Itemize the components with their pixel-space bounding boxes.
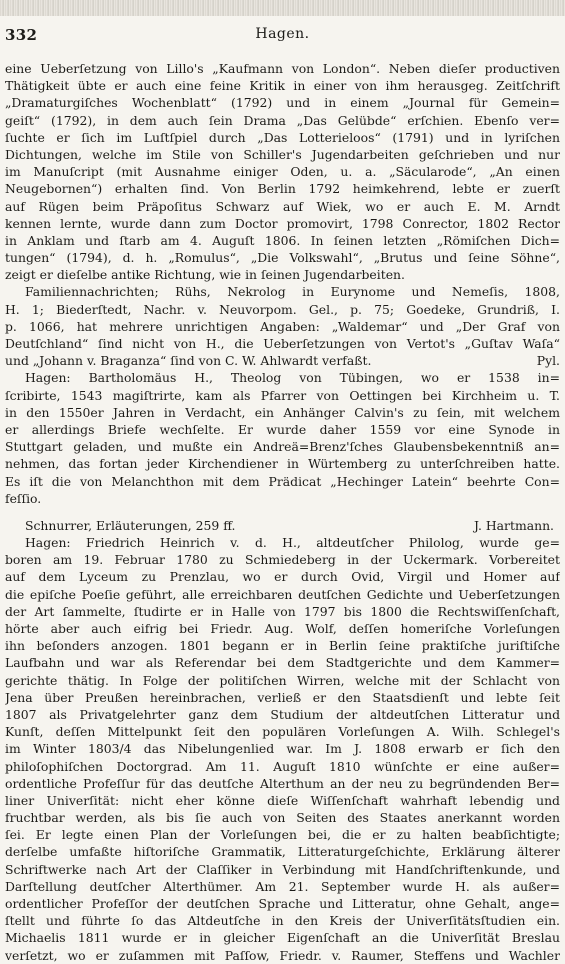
entry-headline: Hagen: Friedrich Heinrich v. d. H., altdeutſcher Philolog, wurde ge= bbox=[25, 535, 560, 551]
text-line: im Winter 1803/4 das Nibelungenlied war. Im J. 1808 erwarb er ſich den bbox=[5, 741, 560, 757]
text-line: Dichtungen, welche im Stile von Schiller's Jugendarbeiten geſchrieben und nur bbox=[5, 146, 560, 162]
page-header bbox=[0, 26, 565, 48]
text-line: im Manuſcript (mit Ausnahme einiger Oden, u. a. „Säcularode“, „An einen bbox=[5, 164, 560, 180]
text-fragment: und „Johann v. Braganza“ ſind von C. W. Ahlwardt verfaßt. bbox=[5, 353, 372, 369]
text-line: auf dem Lyceum zu Prenzlau, wo er durch Ovid, Virgil und Homer auf bbox=[5, 569, 560, 585]
text-line: Es iſt die von Melanchthon mit dem Prädicat „Hechinger Latein“ beehrte Con= bbox=[5, 473, 560, 489]
text-line: philoſophiſchen Doctorgrad. Am 11. Auguſt 1810 wünſchte er eine außer= bbox=[5, 758, 560, 774]
text-line: Schriftwerke nach Art der Claſſiker in Verbindung mit Handſchriftenkunde, und bbox=[5, 861, 560, 877]
text-line: zeigt er dieſelbe antike Richtung, wie in ſeinen Jugendarbeiten. bbox=[5, 267, 405, 283]
text-line: ſuchte er ſich im Luſtſpiel durch „Das Lotterieloos“ (1791) und in lyriſchen bbox=[5, 129, 560, 145]
text-line: geiſt“ (1792), in dem auch ſein Drama „Das Gelübde“ erſchien. Ebenſo ver= bbox=[5, 112, 560, 128]
text-line: in den 1550er Jahren in Verdacht, ein Anhänger Calvin's zu ſein, mit welchem bbox=[5, 404, 560, 420]
author-signature: J. Hartmann. bbox=[473, 517, 554, 533]
paragraph-continuation bbox=[5, 60, 560, 283]
text-line: ſtellt und führte ſo das Altdeutſche in den Kreis der Univerſitätsſtudien ein. bbox=[5, 913, 560, 929]
text-line: boren am 19. Februar 1780 zu Schmiedeberg in der Uckermark. Vorbereitet bbox=[5, 552, 560, 568]
text-line: p. 1066, hat mehrere unrichtigen Angaben: „Waldemar“ und „Der Graf von bbox=[5, 318, 560, 334]
text-line: tungen“ (1794), d. h. „Romulus“, „Die Volkswahl“, „Brutus und ſeine Söhne“, bbox=[5, 250, 560, 266]
text-line: Neugebornen“) erhalten ſind. Von Berlin 1792 heimkehrend, lebte er zuerſt bbox=[5, 181, 560, 197]
text-line: hörte aber auch eifrig bei Friedr. Aug. Wolf, deſſen homeriſche Vorleſungen bbox=[5, 621, 560, 636]
source-line bbox=[5, 517, 560, 534]
entry-headline: Hagen: Bartholomäus H., Theolog von Tübingen, wo er 1538 in= bbox=[25, 370, 560, 386]
text-line: H. 1; Biederſtedt, Nachr. v. Neuvorpom. Gel., p. 75; Goedeke, Grundriß, I. bbox=[5, 301, 560, 317]
text-line: die epiſche Poeſie geführt, alle erreichbaren deutſchen Gedichte und Ueberſetzungen bbox=[5, 586, 560, 602]
author-signature: Pyl. bbox=[536, 353, 560, 369]
text-line: kennen lernte, wurde dann zum Doctor promovirt, 1798 Conrector, 1802 Rector bbox=[5, 215, 560, 231]
text-line: auf Rügen beim Präpoſitus Schwarz auf Wiek, wo er auch E. M. Arndt bbox=[5, 198, 560, 214]
page-number: 332 bbox=[5, 26, 38, 44]
source-citation: Schnurrer, Erläuterungen, 259 ff. bbox=[25, 517, 236, 533]
text-line: Kunſt, deſſen Mittelpunkt ſeit den populären Vorleſungen A. Wilh. Schlegel's bbox=[5, 724, 560, 740]
text-line: 1807 als Privatgelehrter ganz dem Studium der altdeutſchen Litteratur und bbox=[5, 706, 560, 722]
page-body bbox=[5, 60, 560, 964]
text-line: Michaelis 1811 wurde er in gleicher Eigenſchaft an die Univerſität Breslau bbox=[5, 930, 560, 946]
text-line: Thätigkeit übte er auch eine feine Kritik in einer von ihm herausgeg. Zeitſchrift bbox=[5, 78, 560, 94]
text-line: Jena über Preußen hereinbrachen, verließ er den Staatsdienſt und lebte ſeit bbox=[5, 689, 560, 705]
text-line: nehmen, das fortan jeder Kirchendiener in Würtemberg zu unterſchreiben hatte. bbox=[5, 456, 560, 472]
text-line: in Anklam und ſtarb am 4. Auguſt 1806. In ſeinen letzten „Römiſchen Dich= bbox=[5, 232, 560, 248]
text-line: der Art ſammelte, ſtudirte er in Halle von 1797 bis 1800 die Rechtswiſſenſchaft, bbox=[5, 603, 560, 619]
running-title: Hagen. bbox=[255, 26, 310, 42]
text-line: Deutſchland“ ſind nicht von H., die Ueberſetzungen von Vertot's „Guſtav Waſa“ bbox=[5, 336, 560, 351]
scan-top-edge bbox=[0, 0, 565, 16]
text-line: Familiennachrichten; Rühs, Nekrolog in Eurynome und Nemeſis, 1808, bbox=[25, 284, 560, 300]
text-line: Laufbahn und war als Referendar bei dem Stadtgerichte und dem Kammer= bbox=[5, 655, 560, 671]
text-line: gerichte thätig. In Folge der politiſchen Wirren, welche mit der Schlacht von bbox=[5, 672, 560, 688]
text-line: feſſio. bbox=[5, 490, 42, 506]
text-line: ihn beſonders anzogen. 1801 begann er in Berlin ſeine praktiſche juriſtiſche bbox=[5, 638, 560, 654]
text-line-with-signature bbox=[5, 352, 560, 369]
text-line: ordentliche Profeſſur für das deutſche Alterthum an der neu zu begründenden Ber= bbox=[5, 775, 560, 791]
text-line: fruchtbar werden, als bis ſie auch von Seiten des Staates anerkannt worden bbox=[5, 810, 560, 826]
text-line: eine Ueberſetzung von Lillo's „Kaufmann von London“. Neben dieſer productiven bbox=[5, 61, 560, 76]
text-line: er allerdings Briefe wechſelte. Er wurde daher 1559 vor eine Synode in bbox=[5, 421, 560, 437]
text-line: derſelbe umfaßte hiſtoriſche Grammatik, Litteraturgeſchichte, Erklärung älterer bbox=[5, 844, 560, 860]
text-line: verſetzt, wo er zuſammen mit Paſſow, Friedr. v. Raumer, Steffens und Wachler bbox=[5, 947, 560, 963]
text-line: ordentlicher Profeſſor der deutſchen Sprache und Litteratur, ohne Gehalt, ange= bbox=[5, 896, 560, 911]
references-paragraph bbox=[5, 283, 560, 369]
text-line: ſei. Er legte einen Plan der Vorleſungen bei, die er zu halten beabſichtigte; bbox=[5, 827, 560, 843]
text-line: Darſtellung deutſcher Alterthümer. Am 21. September wurde H. als außer= bbox=[5, 878, 560, 894]
entry-friedrich-heinrich-von-der-hagen bbox=[5, 534, 560, 964]
text-line: „Dramaturgiſches Wochenblatt“ (1792) und in einem „Journal für Gemein= bbox=[5, 95, 560, 111]
text-line: ſcribirte, 1543 magiſtrirte, kam als Pfarrer von Oettingen bei Kirchheim u. T. bbox=[5, 387, 560, 403]
entry-bartholomaeus-hagen bbox=[5, 369, 560, 534]
text-line: Stuttgart geladen, und mußte ein Andreä=Brenz'ſches Glaubensbekenntniß an= bbox=[5, 439, 560, 455]
text-line: liner Univerſität: nicht eher könne dieſe Wiſſenſchaft wahrhaft lebendig und bbox=[5, 792, 560, 808]
